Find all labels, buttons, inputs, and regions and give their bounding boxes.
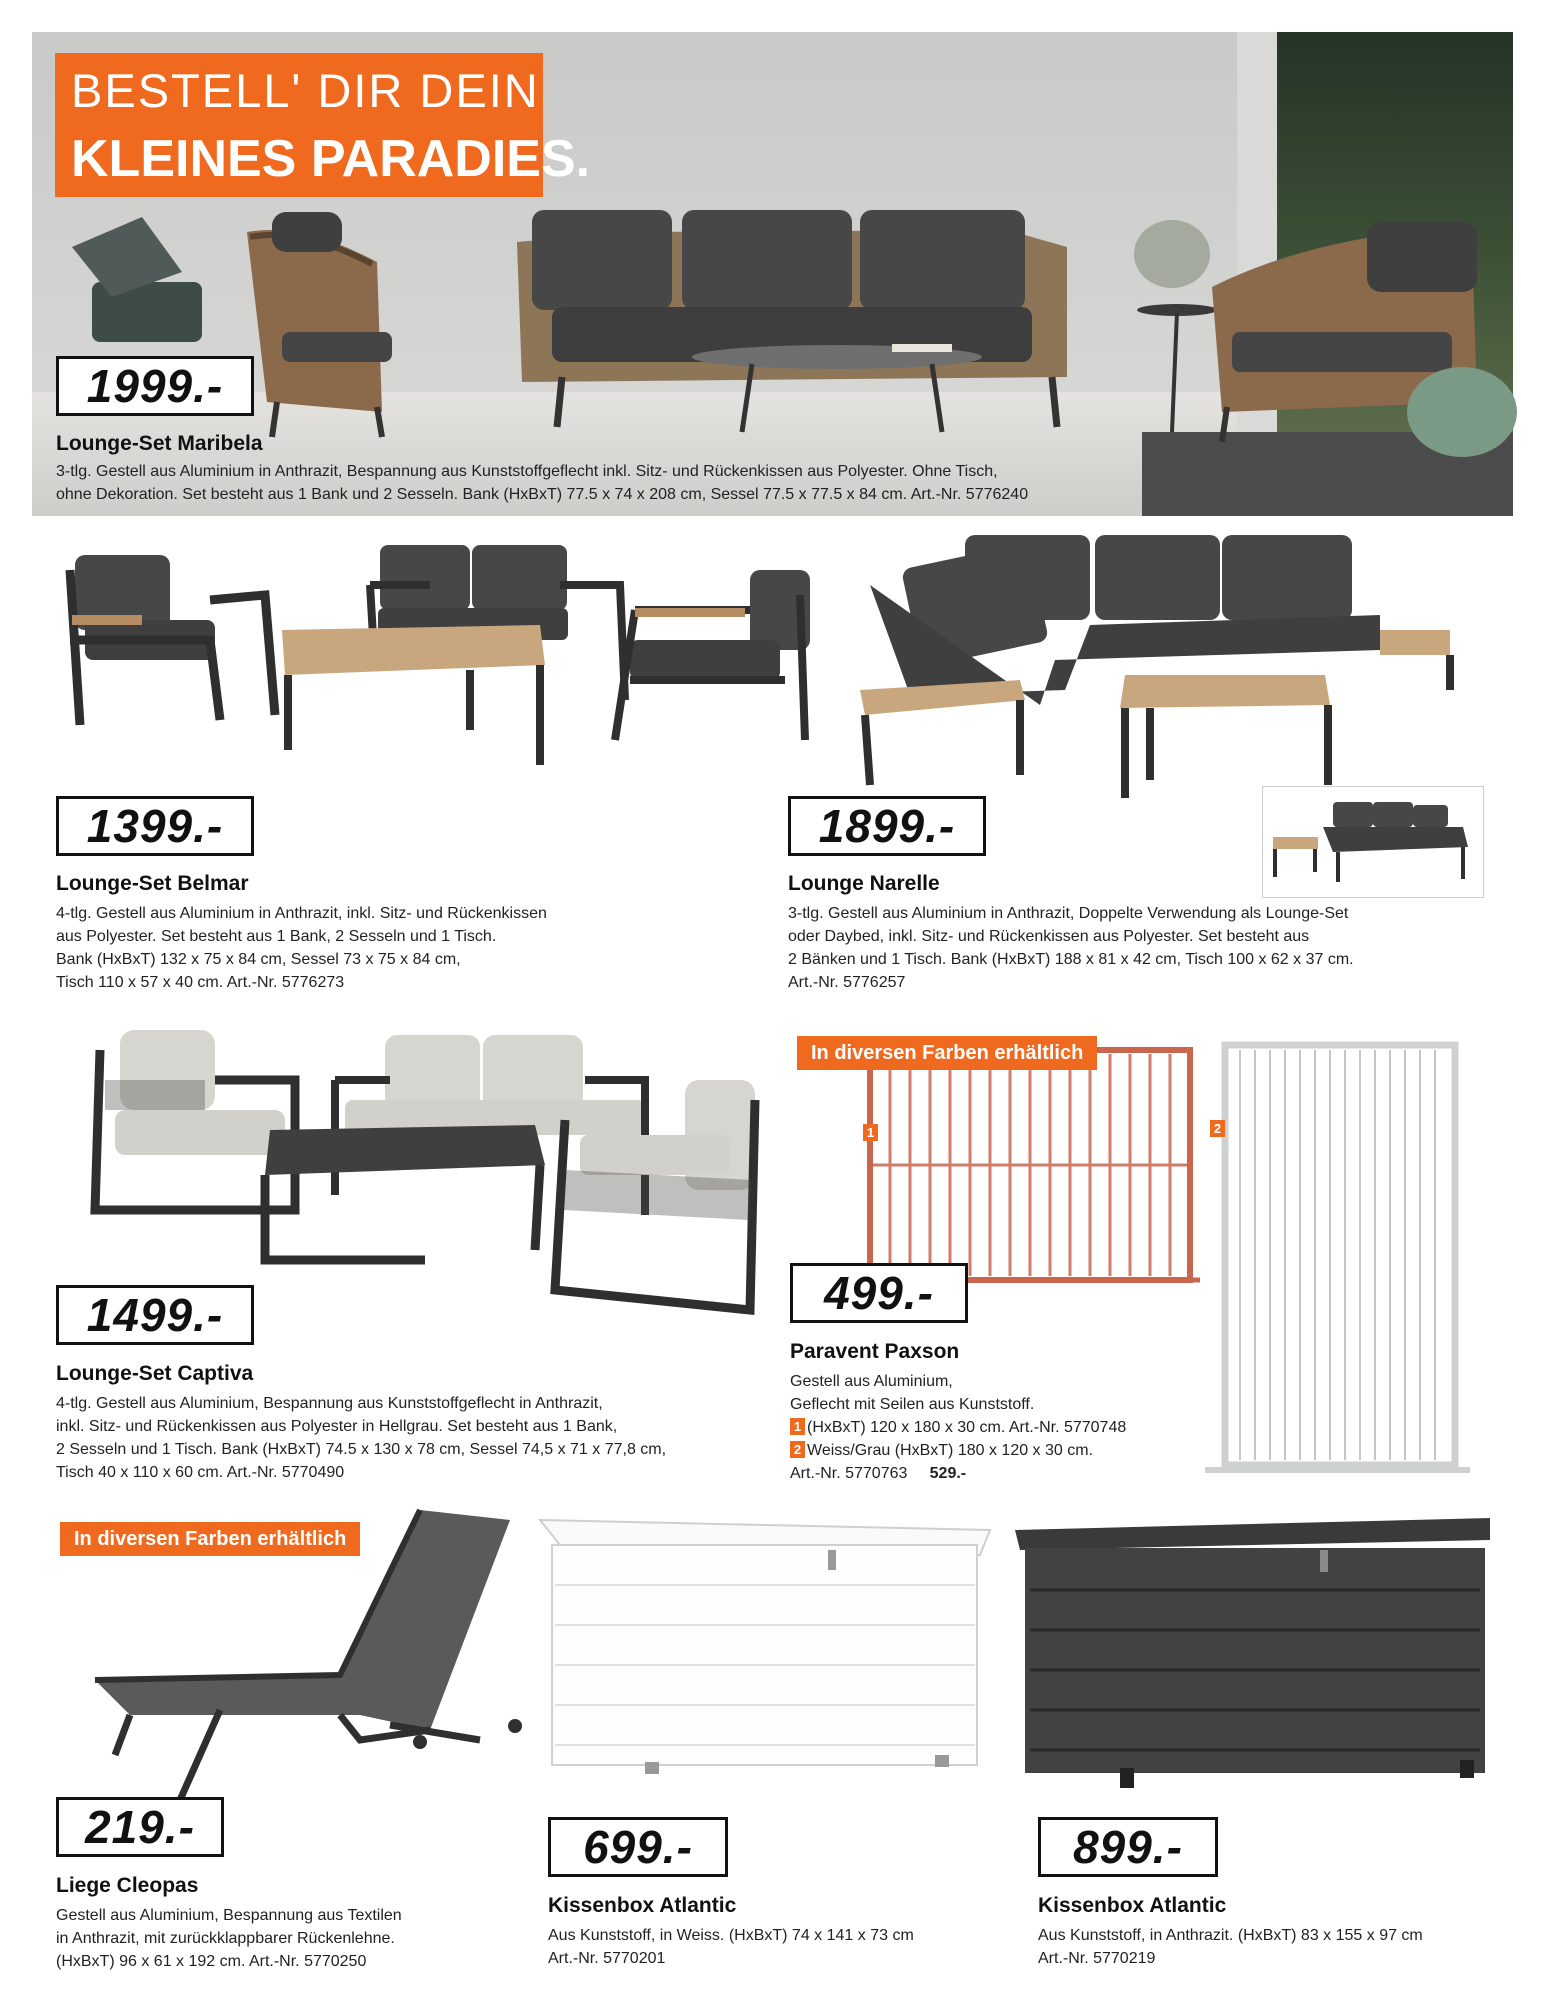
desc-line: Gestell aus Aluminium, [790, 1373, 953, 1390]
desc-line [790, 1462, 1126, 1485]
desc-line: 4-tlg. Gestell aus Aluminium, Bespannung aus Kunststoffgeflecht in Anthrazit, [56, 1395, 603, 1412]
desc-line: Art.-Nr. 5776257 [788, 974, 906, 991]
desc-line: 3-tlg. Gestell aus Aluminium in Anthrazit, Bespannung aus Kunststoffgeflecht inkl. Sitz- und Rückenkissen aus Polyester. Ohne Tisch, [56, 463, 998, 480]
headline-line1: BESTELL' DIR DEIN [71, 64, 540, 117]
captiva-set-image [85, 1020, 775, 1320]
narelle-daybed-thumbnail [1262, 786, 1484, 898]
name-belmar: Lounge-Set Belmar [56, 872, 249, 895]
desc-atlantic-white [548, 1924, 914, 1970]
price-captiva: 1499.- [56, 1285, 254, 1345]
desc-narelle [788, 902, 1354, 994]
price-atlantic-anthracite: 899.- [1038, 1817, 1218, 1877]
headline-line2: KLEINES PARADIES. [71, 130, 591, 188]
desc-line: in Anthrazit, mit zurückklappbarer Rückenlehne. [56, 1930, 395, 1947]
cleopas-colors-tag: In diversen Farben erhältlich [60, 1522, 360, 1556]
headline-banner [55, 53, 591, 197]
paxson-marker-2: 2 [1210, 1120, 1225, 1137]
desc-line: Art.-Nr. 5770219 [1038, 1950, 1156, 1967]
price-narelle: 1899.- [788, 796, 986, 856]
desc-line [790, 1439, 1126, 1462]
desc-line: Art.-Nr. 5770201 [548, 1950, 666, 1967]
desc-line: Aus Kunststoff, in Anthrazit. (HxBxT) 83 x 155 x 97 cm [1038, 1927, 1423, 1944]
desc-line: 4-tlg. Gestell aus Aluminium in Anthrazit, inkl. Sitz- und Rückenkissen [56, 905, 547, 922]
variant-2-text: Weiss/Grau (HxBxT) 180 x 120 x 30 cm. [807, 1442, 1094, 1459]
atlantic-anthracite-box-image [1010, 1510, 1500, 1800]
desc-cleopas [56, 1904, 402, 1973]
price-cleopas: 219.- [56, 1797, 224, 1857]
desc-line: 2 Bänken und 1 Tisch. Bank (HxBxT) 188 x 81 x 42 cm, Tisch 100 x 62 x 37 cm. [788, 951, 1354, 968]
desc-line: oder Daybed, inkl. Sitz- und Rückenkissen aus Polyester. Set besteht aus [788, 928, 1310, 945]
desc-line: Tisch 40 x 110 x 60 cm. Art.-Nr. 5770490 [56, 1464, 345, 1481]
name-cleopas: Liege Cleopas [56, 1874, 199, 1897]
paxson-marker-1: 1 [863, 1124, 878, 1141]
price-atlantic-white: 699.- [548, 1817, 728, 1877]
desc-line: aus Polyester. Set besteht aus 1 Bank, 2 Sesseln und 1 Tisch. [56, 928, 497, 945]
name-atlantic-white: Kissenbox Atlantic [548, 1894, 737, 1917]
desc-line: ohne Dekoration. Set besteht aus 1 Bank und 2 Sesseln. Bank (HxBxT) 77.5 x 74 x 208 cm, Sessel 77.5 x 77.5 x 84 cm. Art.-Nr. 5776240 [56, 486, 1029, 503]
atlantic-white-box-image [540, 1510, 1000, 1780]
name-maribela: Lounge-Set Maribela [56, 432, 263, 455]
paxson-colors-tag: In diversen Farben erhältlich [797, 1036, 1097, 1070]
variant-1-text: (HxBxT) 120 x 180 x 30 cm. Art.-Nr. 5770748 [807, 1419, 1127, 1436]
desc-belmar [56, 902, 547, 994]
desc-line: Aus Kunststoff, in Weiss. (HxBxT) 74 x 141 x 73 cm [548, 1927, 914, 1944]
desc-paxson [790, 1370, 1126, 1485]
desc-line: (HxBxT) 96 x 61 x 192 cm. Art.-Nr. 5770250 [56, 1953, 367, 1970]
variant-1-marker: 1 [790, 1418, 805, 1435]
desc-line: Tisch 110 x 57 x 40 cm. Art.-Nr. 5776273 [56, 974, 345, 991]
name-narelle: Lounge Narelle [788, 872, 940, 895]
name-atlantic-anthracite: Kissenbox Atlantic [1038, 1894, 1227, 1917]
desc-line: 3-tlg. Gestell aus Aluminium in Anthrazit, Doppelte Verwendung als Lounge-Set [788, 905, 1349, 922]
desc-line: 2 Sesseln und 1 Tisch. Bank (HxBxT) 74.5 x 130 x 78 cm, Sessel 74,5 x 71 x 77,8 cm, [56, 1441, 667, 1458]
variant-2-marker: 2 [790, 1441, 805, 1458]
variant-2-price: 529.- [929, 1465, 967, 1482]
name-captiva: Lounge-Set Captiva [56, 1362, 254, 1385]
desc-line [790, 1416, 1126, 1439]
variant-2-art: Art.-Nr. 5770763 [790, 1465, 908, 1482]
desc-captiva [56, 1392, 666, 1484]
desc-line: Geflecht mit Seilen aus Kunststoff. [790, 1396, 1035, 1413]
belmar-set-image [60, 540, 820, 780]
price-paxson: 499.- [790, 1263, 968, 1323]
desc-atlantic-anthracite [1038, 1924, 1423, 1970]
name-paxson: Paravent Paxson [790, 1340, 960, 1363]
desc-line: Gestell aus Aluminium, Bespannung aus Textilen [56, 1907, 402, 1924]
price-maribela: 1999.- [56, 356, 254, 416]
desc-line: Bank (HxBxT) 132 x 75 x 84 cm, Sessel 73 x 75 x 84 cm, [56, 951, 461, 968]
desc-line: inkl. Sitz- und Rückenkissen aus Polyester in Hellgrau. Set besteht aus 1 Bank, [56, 1418, 618, 1435]
desc-maribela [56, 460, 1028, 506]
narelle-set-image [850, 530, 1470, 800]
price-belmar: 1399.- [56, 796, 254, 856]
